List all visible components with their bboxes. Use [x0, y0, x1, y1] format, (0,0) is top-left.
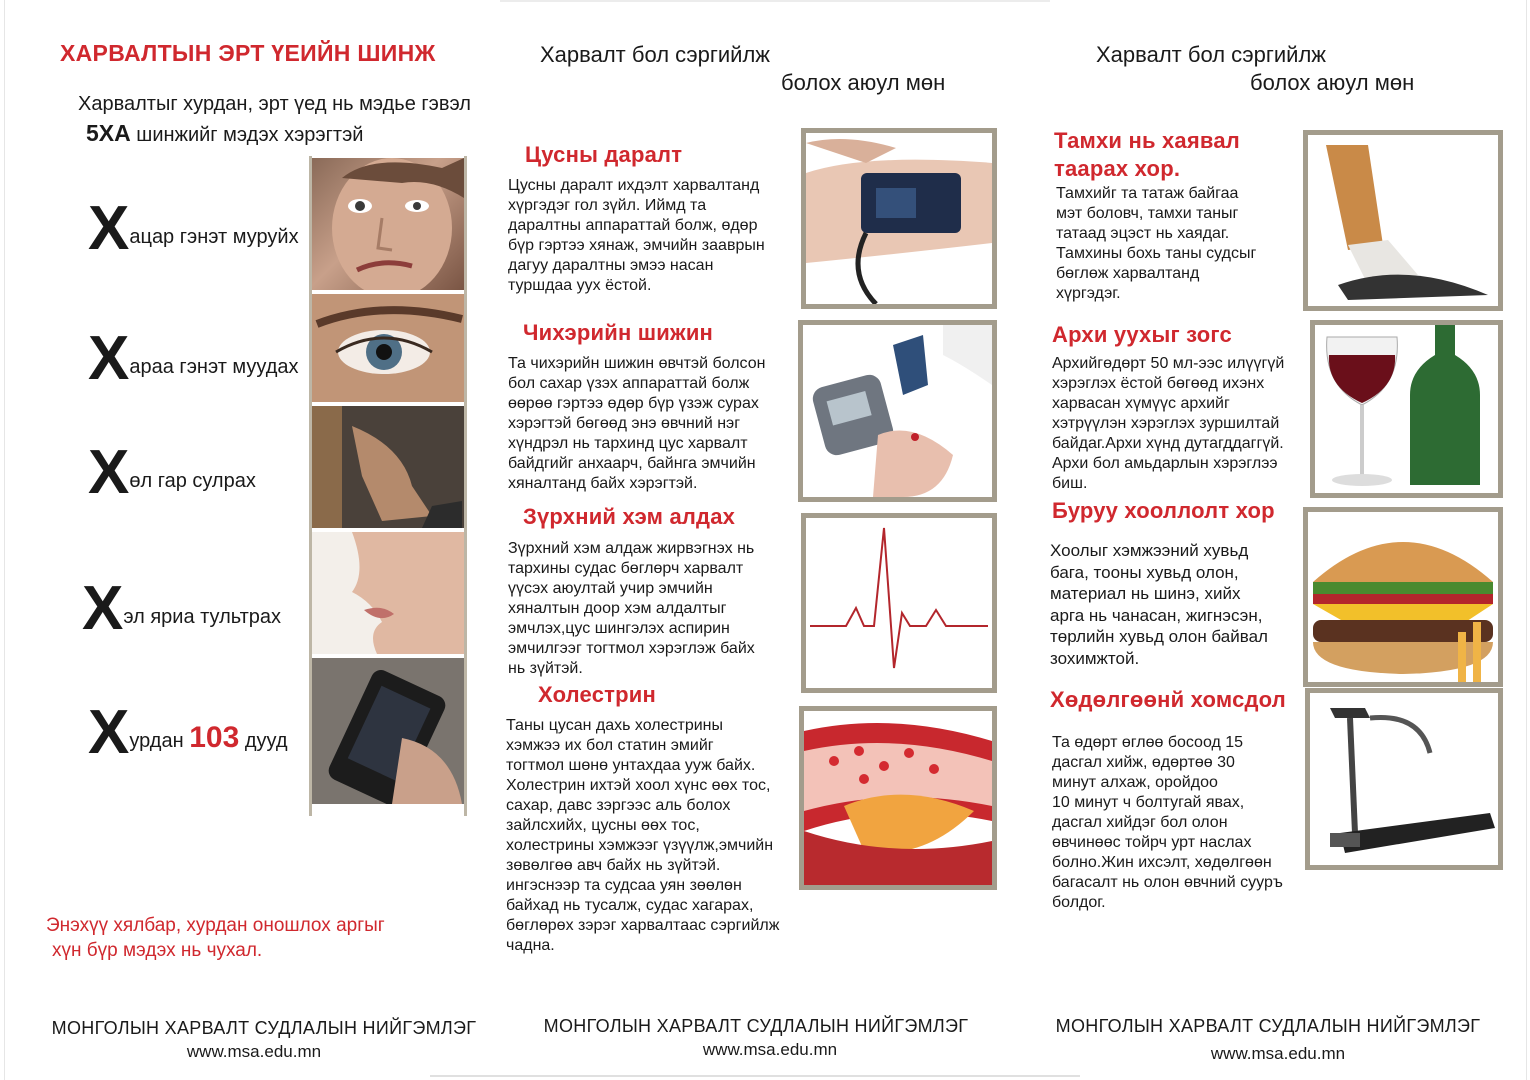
fold-line-left [4, 0, 5, 1080]
sign-limbs [88, 438, 256, 507]
footer-web-right: www.msa.edu.mn [1210, 1044, 1346, 1063]
footer-org-right: МОНГОЛЫН ХАРВАЛТ СУДЛАЛЫН НИЙГЭМЛЭГ [1055, 1016, 1481, 1036]
heading-inactivity: Хөдөлгөөнй хомсдол [1050, 687, 1286, 712]
sign-text: өл гар сулрах [129, 470, 256, 492]
panel1-intro-bold: 5ХА [86, 120, 131, 146]
face-droop-photo [312, 158, 464, 290]
footer-org-middle: МОНГОЛЫН ХАРВАЛТ СУДЛАЛЫН НИЙГЭМЛЭГ [543, 1016, 969, 1036]
fold-line-top [500, 0, 1050, 2]
heading-alcohol: Архи уухыг зогс [1052, 322, 1232, 347]
footer-web-middle: www.msa.edu.mn [702, 1040, 838, 1059]
text-cholesterol: Таны цусан дахь холестрины хэмжээ их бол статин эмийг тогтмол шөнө унтахдаа ууж байх. Холестрин ихтэй хоол хүнс өөх тос, сахар, давс зэргээс аль болох зайлсхийх, цусны өөх тос, холестрины хэмжээг үзүүлж,эмчийн зөвөлгөө авч байх нь зүйтэй. ингэснээр та судсаа уян зөөлөн байхад нь тусалж, судас хагарах, бөглөрөх зэрэг харвалтаас сэргийлж чадна. [506, 717, 780, 954]
treadmill-image [1305, 688, 1503, 870]
sign-text: эл яриа тультрах [123, 606, 282, 628]
phone-call-photo [312, 658, 464, 804]
artery-plaque-image [799, 706, 997, 890]
fold-line-right [1526, 0, 1527, 1080]
alcohol-image [1310, 320, 1503, 498]
text-diabetes: Та чихэрийн шижин өвчтэй болсон бол сахар үзэх аппараттай болж өөрөө гэртээ өдөр бүр үзэж сурах хэрэгтэй бөгөөд энэ өвчний нэг хүндрэл нь тархинд цус харвалт байдгийг анхаарч, байнга эмчийн хяналтанд байх хэрэгтэй. [508, 355, 766, 492]
sign-text: араа гэнэт муудах [129, 356, 299, 378]
heading-smoking-line2: таарах хор. [1054, 156, 1181, 181]
blood-pressure-image [801, 128, 997, 309]
text-blood-pressure: Цусны даралт ихдэлт харвалтанд хүргэдэг гол зүйл. Иймд та даралтны аппараттай болж, өдөр бүр гэртээ хянаж, эмчийн зааврын дагуу даралтны эмээ насан турш​даа уух ёстой. [508, 177, 765, 294]
sign-call [88, 698, 288, 767]
heartbeat-image [801, 513, 997, 693]
sign-text: ацар гэнэт муруйх [129, 226, 299, 248]
sign-suffix: дууд [239, 730, 288, 752]
heading-cholesterol: Холестрин [538, 682, 656, 707]
footer-org-left: МОНГОЛЫН ХАРВАЛТ СУДЛАЛЫН НИЙГЭМЛЭГ [51, 1018, 477, 1038]
heading-diabetes: Чихэрийн шижин [523, 320, 714, 345]
text-arrhythmia: Зүрхний хэм алдаж жирвэгнэх нь тархины судас бөглөрч харвалт үүсэх аюултай учир эмчийн хяналтын доор хэм алдалтыг эмчлэх,цус шингэлэх аспирин эмчилгээг тогтмол хэрэглэж байх нь зүйтэй. [508, 540, 755, 677]
text-diet: Хоолыг хэмжээний хувьд бага, тооны хувьд олон, материал нь шинэ, хийх арга нь чанасан, жигнэсэн, төрлийн хувьд олон байвал зохимжтой. [1050, 541, 1268, 668]
weak-hand-photo [312, 406, 464, 528]
sign-letter: Х [88, 698, 130, 767]
panel2-subtitle-line1: Харвалт бол сэргийлж [540, 42, 771, 67]
footer-web-left: www.msa.edu.mn [186, 1042, 322, 1061]
heading-smoking-line1: Тамхи нь хаявал [1054, 128, 1240, 153]
sign-letter: Х [88, 438, 130, 507]
sign-vision [88, 324, 299, 393]
glucose-meter-image [798, 320, 997, 502]
closing-line1: Энэхүү хялбар, хурдан оношлох аргыг [46, 915, 385, 936]
heading-blood-pressure: Цусны даралт [525, 142, 683, 167]
sign-letter: Х [82, 574, 124, 643]
text-inactivity: Та өдөрт өглөө босоод 15 дасгал хийж, өдөртөө 30 минут алхаж, оройдоо 10 минут ч болтугай явах, дасгал хийдэг бол олон өвчинөөс тойрч урт наслах болно.Жин ихсэлт, хөдөлгөөн багасалт нь олон өвчний сууръ болдог. [1052, 734, 1283, 911]
fold-line-bottom [430, 1075, 1080, 1077]
mouth-speech-photo [312, 532, 464, 654]
panel1-intro-rest: шинжийг мэдэх хэрэгтэй [130, 124, 364, 146]
burger-image [1303, 507, 1503, 687]
panel2-subtitle-line2: болох аюул мөн [781, 70, 946, 95]
heading-arrhythmia: Зүрхний хэм алдах [523, 504, 736, 529]
sign-face [88, 194, 299, 263]
panel3-subtitle-line1: Харвалт бол сэргийлж [1096, 42, 1327, 67]
sign-letter: Х [88, 194, 130, 263]
text-alcohol: Архийгөдөрт 50 мл-ээс илүүгүй хэрэглэх ёстой бөгөөд ихэнх харвасан хүмүүс архийг хэтрүүлэн хэрэглэх зуршилтай байдаг.Архи хүнд дутагддаггүй. Архи бол амьдарлын хэрэглээ биш. [1052, 355, 1285, 492]
panel1-title: ХАРВАЛТЫН ЭРТ ҮЕИЙН ШИНЖ [60, 40, 436, 66]
cigarette-image [1303, 130, 1503, 311]
panel1-intro-line2 [86, 120, 363, 147]
panel3-subtitle-line2: болох аюул мөн [1250, 70, 1415, 95]
text-smoking: Тамхийг та татаж байгаа мэт боловч, тамхи таныг татаад эцэст нь хаядаг. Тамхины бохь таны судсыг бөглөж харвалтанд хүргэдэг. [1056, 185, 1257, 302]
sign-text: урдан [129, 730, 190, 752]
heading-diet: Буруу хооллолт хор [1052, 498, 1275, 523]
emergency-number: 103 [189, 721, 240, 754]
sign-letter: Х [88, 324, 130, 393]
eye-photo [312, 294, 464, 402]
panel1-intro-line1: Харвалтыг хурдан, эрт үед нь мэдье гэвэл [78, 93, 471, 115]
closing-line2: хүн бүр мэдэх нь чухал. [52, 940, 263, 961]
sign-speech [82, 574, 282, 643]
